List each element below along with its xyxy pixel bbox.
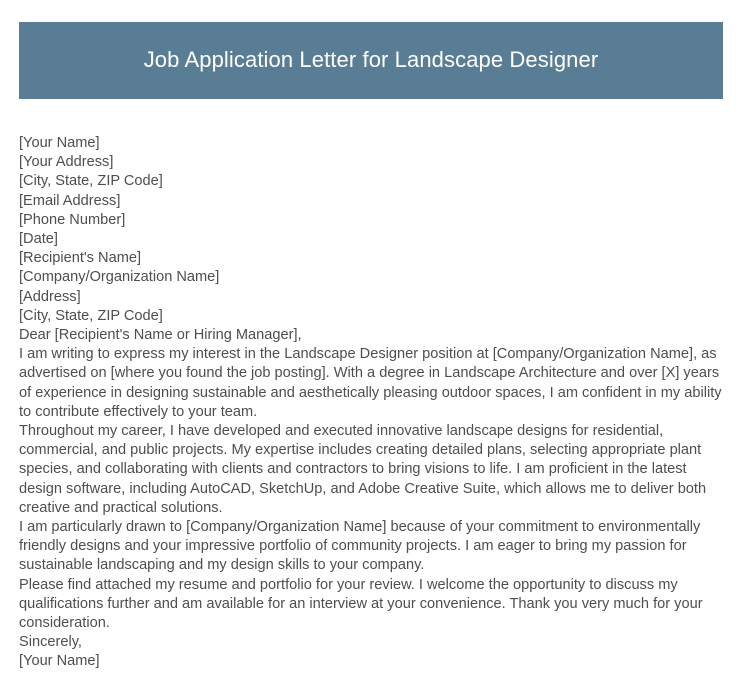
sender-email-line: [Email Address]	[19, 192, 121, 209]
body-paragraph-2: Throughout my career, I have developed and executed innovative landscape designs for residential, commercial, and public projects. My expertise includes creating detailed plans, selecting appropriate plant species, and collaborating with clients and contractors to bring visions to life. I am proficient in the latest design software, including AutoCAD, SketchUp, and Adobe Creative Suite, which allows me to deliver both creative and practical solutions.	[19, 423, 707, 516]
date-line: [Date]	[19, 231, 58, 248]
body-paragraph-3: I am particularly drawn to [Company/Organization Name] because of your commitment to environmentally friendly designs and your impressive portfolio of community projects. I am eager to bring my passion for sustainable landscaping and my design skills to your company.	[19, 519, 701, 574]
letter-body	[19, 134, 723, 672]
sender-name-line: [Your Name]	[19, 135, 100, 151]
recipient-company-line: [Company/Organization Name]	[19, 269, 220, 286]
page-title: Job Application Letter for Landscape Designer	[143, 47, 599, 73]
signature-line: [Your Name]	[19, 653, 100, 670]
closing-line: Sincerely,	[19, 634, 82, 651]
body-paragraph-1: I am writing to express my interest in the Landscape Designer position at [Company/Organization Name], as advertised on [where you found the job posting]. With a degree in Landscape Architecture and over [X] years of experience in designing sustainable and aesthetically pleasing outdoor spaces, I am confident in my ability to contribute effectively to your team.	[19, 346, 722, 420]
recipient-city-line: [City, State, ZIP Code]	[19, 307, 163, 324]
body-paragraph-4: Please find attached my resume and portfolio for your review. I welcome the opportunity to discuss my qualifications further and am available for an interview at your convenience. Thank you very much for your consideration.	[19, 576, 703, 632]
salutation-line: Dear [Recipient's Name or Hiring Manager],	[19, 327, 302, 344]
sender-city-line: [City, State, ZIP Code]	[19, 173, 163, 190]
letter-header-banner	[19, 22, 723, 99]
sender-phone-line: [Phone Number]	[19, 211, 126, 228]
recipient-address-line: [Address]	[19, 288, 81, 305]
recipient-name-line: [Recipient's Name]	[19, 250, 142, 267]
sender-address-line: [Your Address]	[19, 154, 114, 171]
